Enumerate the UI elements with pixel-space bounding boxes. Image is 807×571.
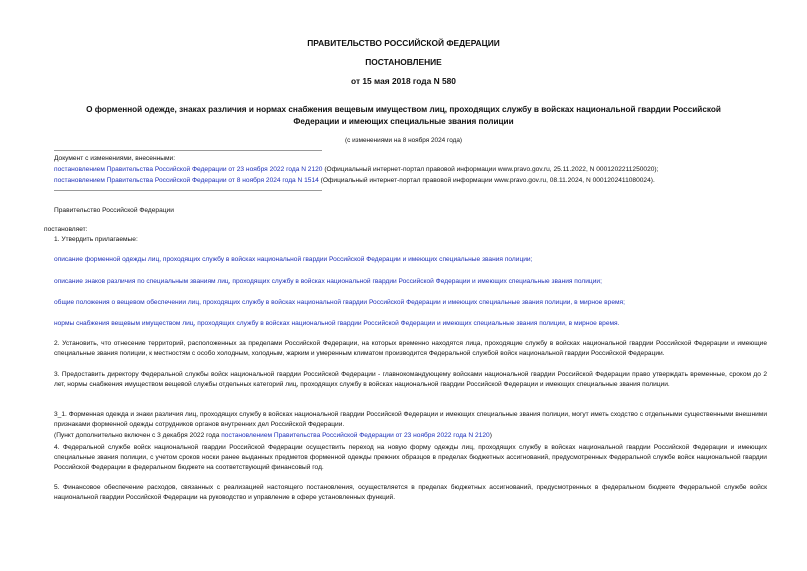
note-suffix: ) [489, 432, 492, 439]
doc-title-line-2: Федерации и имеющих специальные звания полиции [293, 117, 514, 126]
approved-link-uniform[interactable]: описание форменной одежды лиц, проходящих службу в войсках национальной гвардии Российской Федерации и имеющих специальные звания полиции; [54, 256, 533, 263]
change-source-2024: (Официальный интернет-портал правовой информации www.pravo.gov.ru, 08.11.2024, N 0001202411080024). [318, 177, 655, 184]
item-5: 5. Финансовое обеспечение расходов, связанных с реализацией настоящего постановления, осуществляется в пределах бюджетных ассигнований, предусмотренных в федеральном бюджете Федеральной службе войск национальной гвардии Российской Федерации на руководство и управление в сфере установленных функций. [54, 484, 767, 501]
change-link-2022[interactable]: постановлением Правительства Российской Федерации от 23 ноября 2022 года N 2120 [54, 166, 323, 173]
note-prefix: (Пункт дополнительно включен с 3 декабря 2022 года [54, 432, 222, 439]
note-link-2022[interactable]: постановлением Правительства Российской Федерации от 23 ноября 2022 года N 2120 [221, 432, 490, 439]
divider-top [54, 150, 322, 151]
item-3-1: 3_1. Форменная одежда и знаки различия лиц, проходящих службу в войсках национальной гвардии Российской Федерации и имеющих специальные звания полиции, могут иметь сходство с отдельными существенными внешними признаками форменной одежды сотрудников органов внутренних дел Российской Федерации. [54, 411, 767, 428]
item-4: 4. Федеральной службе войск национальной гвардии Российской Федерации осуществить переход на новую форму одежды лиц, проходящих службу в войсках национальной гвардии Российской Федерации и имеющих специальные звания полиции, с учетом сроков носки ранее выданных предметов форменной одежды прежних образцов в пределах бюджетных ассигнований, предусмотренных Федеральной службе войск национальной гвардии Российской Федерации в федеральном бюджете на соответствующий финансовый год. [54, 444, 767, 471]
item-2: 2. Установить, что отнесение территорий, расположенных за пределами Российской Федерации, на которых временно находятся лица, проходящие службу в войсках национальной гвардии Российской Федерации и имеющие специальные звания полиции, к местностям с особо холодным, холодным, жарким и умеренным климатом производится Федеральной службой войск национальной гвардии Российской Федерации. [54, 340, 767, 357]
decides-text: постановляет: [44, 226, 88, 233]
item-3: 3. Предоставить директору Федеральной службы войск национальной гвардии Российской Федерации - главнокомандующему войсками национальной гвардии Российской Федерации право утверждать временные, сроком до 2 лет, нормы снабжения имуществом вещевой службы отдельных категорий лиц, проходящих службу в войсках национальной гвардии Российской Федерации и имеющих специальные звания полиции. [54, 371, 767, 388]
item-3-1-note [54, 432, 492, 439]
approved-link-norms[interactable]: нормы снабжения вещевым имуществом лиц, проходящих службу в войсках национальной гвардии Российской Федерации и имеющих специальные звания полиции, в мирное время. [54, 320, 620, 327]
doc-type-heading: ПОСТАНОВЛЕНИЕ [365, 57, 442, 67]
item-1: 1. Утвердить прилагаемые: [54, 236, 138, 243]
changes-intro: Документ с изменениями, внесенными: [54, 155, 176, 162]
change-item-2 [54, 177, 655, 184]
approved-link-insignia[interactable]: описание знаков различия по специальным званиям лиц, проходящих службу в войсках национальной гвардии Российской Федерации и имеющих специальные звания полиции; [54, 278, 602, 285]
doc-date-number: от 15 мая 2018 года N 580 [351, 76, 456, 86]
divider-bottom [54, 190, 322, 191]
approved-link-provisions[interactable]: общие положения о вещевом обеспечении лиц, проходящих службу в войсках национальной гвардии Российской Федерации и имеющих специальные звания полиции, в мирное время; [54, 299, 625, 306]
revision-note: (с изменениями на 8 ноября 2024 года) [344, 137, 463, 144]
change-source-2022: (Официальный интернет-портал правовой информации www.pravo.gov.ru, 25.11.2022, N 0001202211250020); [322, 166, 659, 173]
government-text: Правительство Российской Федерации [54, 207, 174, 214]
doc-title-line-1: О форменной одежде, знаках различия и нормах снабжения вещевым имуществом лиц, проходящих службу в войсках национальной гвардии Российской [86, 105, 721, 114]
change-item-1 [54, 166, 658, 173]
change-link-2024[interactable]: постановлением Правительства Российской Федерации от 8 ноября 2024 года N 1514 [54, 177, 319, 184]
government-heading: ПРАВИТЕЛЬСТВО РОССИЙСКОЙ ФЕДЕРАЦИИ [307, 38, 500, 48]
